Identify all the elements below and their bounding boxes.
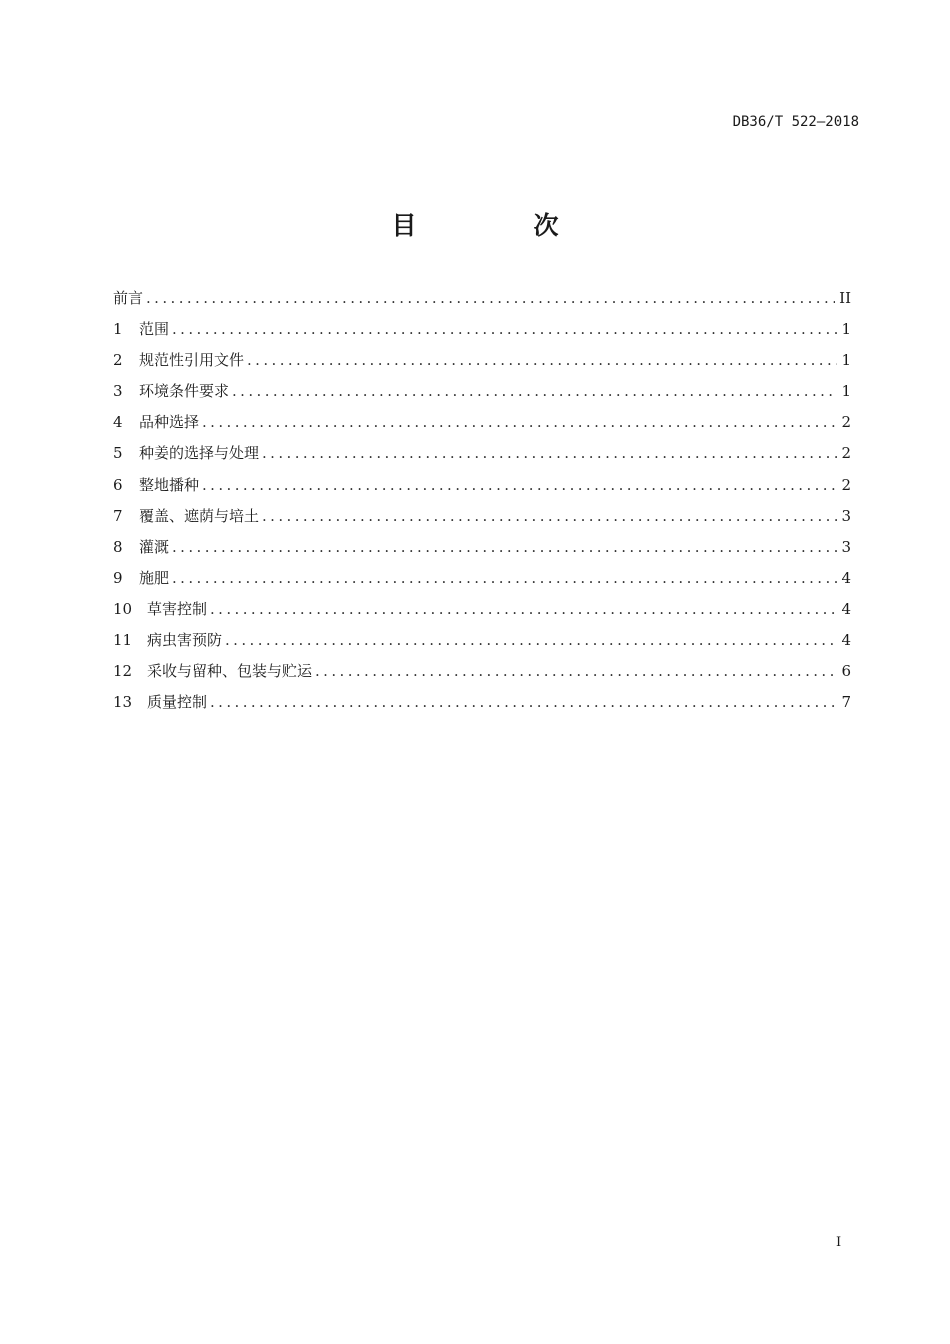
toc-entry[interactable] bbox=[113, 691, 851, 722]
toc-entry-label: 前言 bbox=[113, 289, 144, 307]
document-code: DB36/T 522—2018 bbox=[732, 114, 859, 130]
toc-entry-number: 9 bbox=[113, 568, 123, 587]
toc-entry-label: 覆盖、遮荫与培土 bbox=[139, 506, 260, 525]
toc-entry-page: 1 bbox=[841, 320, 851, 339]
toc-entry-page: 2 bbox=[841, 444, 851, 463]
page-number: I bbox=[836, 1235, 842, 1250]
toc-entry[interactable] bbox=[113, 349, 851, 380]
toc-entry[interactable] bbox=[113, 505, 851, 536]
toc-entry[interactable] bbox=[113, 629, 851, 660]
toc-entry-label: 范围 bbox=[139, 320, 170, 339]
toc-entry-label: 质量控制 bbox=[147, 693, 208, 712]
toc-dot-leader bbox=[172, 567, 837, 589]
toc-entry[interactable] bbox=[113, 287, 851, 318]
toc-entry-label: 品种选择 bbox=[139, 413, 200, 432]
toc-entry-label: 施肥 bbox=[139, 568, 170, 587]
toc-dot-leader bbox=[172, 318, 837, 340]
toc-dot-leader bbox=[262, 442, 837, 464]
toc-entry[interactable] bbox=[113, 660, 851, 691]
toc-entry[interactable] bbox=[113, 380, 851, 411]
toc-entry-page: 1 bbox=[841, 382, 851, 401]
toc-dot-leader bbox=[262, 505, 837, 527]
table-of-contents bbox=[113, 287, 851, 722]
toc-entry-label: 整地播种 bbox=[139, 475, 200, 494]
toc-entry[interactable] bbox=[113, 474, 851, 505]
toc-entry[interactable] bbox=[113, 442, 851, 473]
toc-entry-page: 4 bbox=[841, 631, 851, 650]
toc-entry-label: 病虫害预防 bbox=[147, 631, 223, 650]
toc-entry-page: 1 bbox=[841, 351, 851, 370]
toc-entry-label: 采收与留种、包装与贮运 bbox=[147, 662, 313, 681]
toc-dot-leader bbox=[210, 598, 837, 620]
toc-entry[interactable] bbox=[113, 598, 851, 629]
toc-entry-page: 3 bbox=[841, 537, 851, 556]
toc-dot-leader bbox=[202, 474, 837, 496]
toc-dot-leader bbox=[202, 411, 837, 433]
toc-entry-label: 环境条件要求 bbox=[139, 382, 230, 401]
toc-entry-page: II bbox=[839, 289, 851, 307]
toc-dot-leader bbox=[172, 536, 837, 558]
toc-entry-number: 2 bbox=[113, 351, 123, 370]
toc-entry-page: 7 bbox=[841, 693, 851, 712]
toc-dot-leader bbox=[210, 691, 837, 713]
toc-entry-page: 3 bbox=[841, 506, 851, 525]
toc-entry-number: 11 bbox=[113, 631, 133, 650]
toc-entry-number: 7 bbox=[113, 506, 123, 525]
toc-entry-number: 8 bbox=[113, 537, 123, 556]
toc-dot-leader bbox=[225, 629, 837, 651]
toc-entry-number: 10 bbox=[113, 599, 133, 618]
toc-entry-page: 4 bbox=[841, 599, 851, 618]
toc-entry[interactable] bbox=[113, 318, 851, 349]
toc-entry-label: 规范性引用文件 bbox=[139, 351, 245, 370]
toc-entry-number: 3 bbox=[113, 382, 123, 401]
toc-entry-label: 种姜的选择与处理 bbox=[139, 444, 260, 463]
toc-title: 目 次 bbox=[391, 211, 605, 240]
toc-dot-leader bbox=[146, 287, 835, 309]
toc-entry-number: 13 bbox=[113, 693, 133, 712]
toc-entry-label: 草害控制 bbox=[147, 599, 208, 618]
toc-entry-number: 5 bbox=[113, 444, 123, 463]
toc-entry-number: 4 bbox=[113, 413, 123, 432]
toc-entry-number: 1 bbox=[113, 320, 123, 339]
toc-entry-page: 2 bbox=[841, 413, 851, 432]
toc-entry[interactable] bbox=[113, 536, 851, 567]
toc-entry[interactable] bbox=[113, 411, 851, 442]
toc-entry-page: 6 bbox=[841, 662, 851, 681]
toc-entry-page: 4 bbox=[841, 568, 851, 587]
toc-dot-leader bbox=[315, 660, 837, 682]
toc-entry-page: 2 bbox=[841, 475, 851, 494]
toc-entry-label: 灌溉 bbox=[139, 537, 170, 556]
toc-dot-leader bbox=[247, 349, 837, 371]
toc-entry[interactable] bbox=[113, 567, 851, 598]
toc-dot-leader bbox=[232, 380, 837, 402]
toc-entry-number: 6 bbox=[113, 475, 123, 494]
toc-entry-number: 12 bbox=[113, 662, 133, 681]
